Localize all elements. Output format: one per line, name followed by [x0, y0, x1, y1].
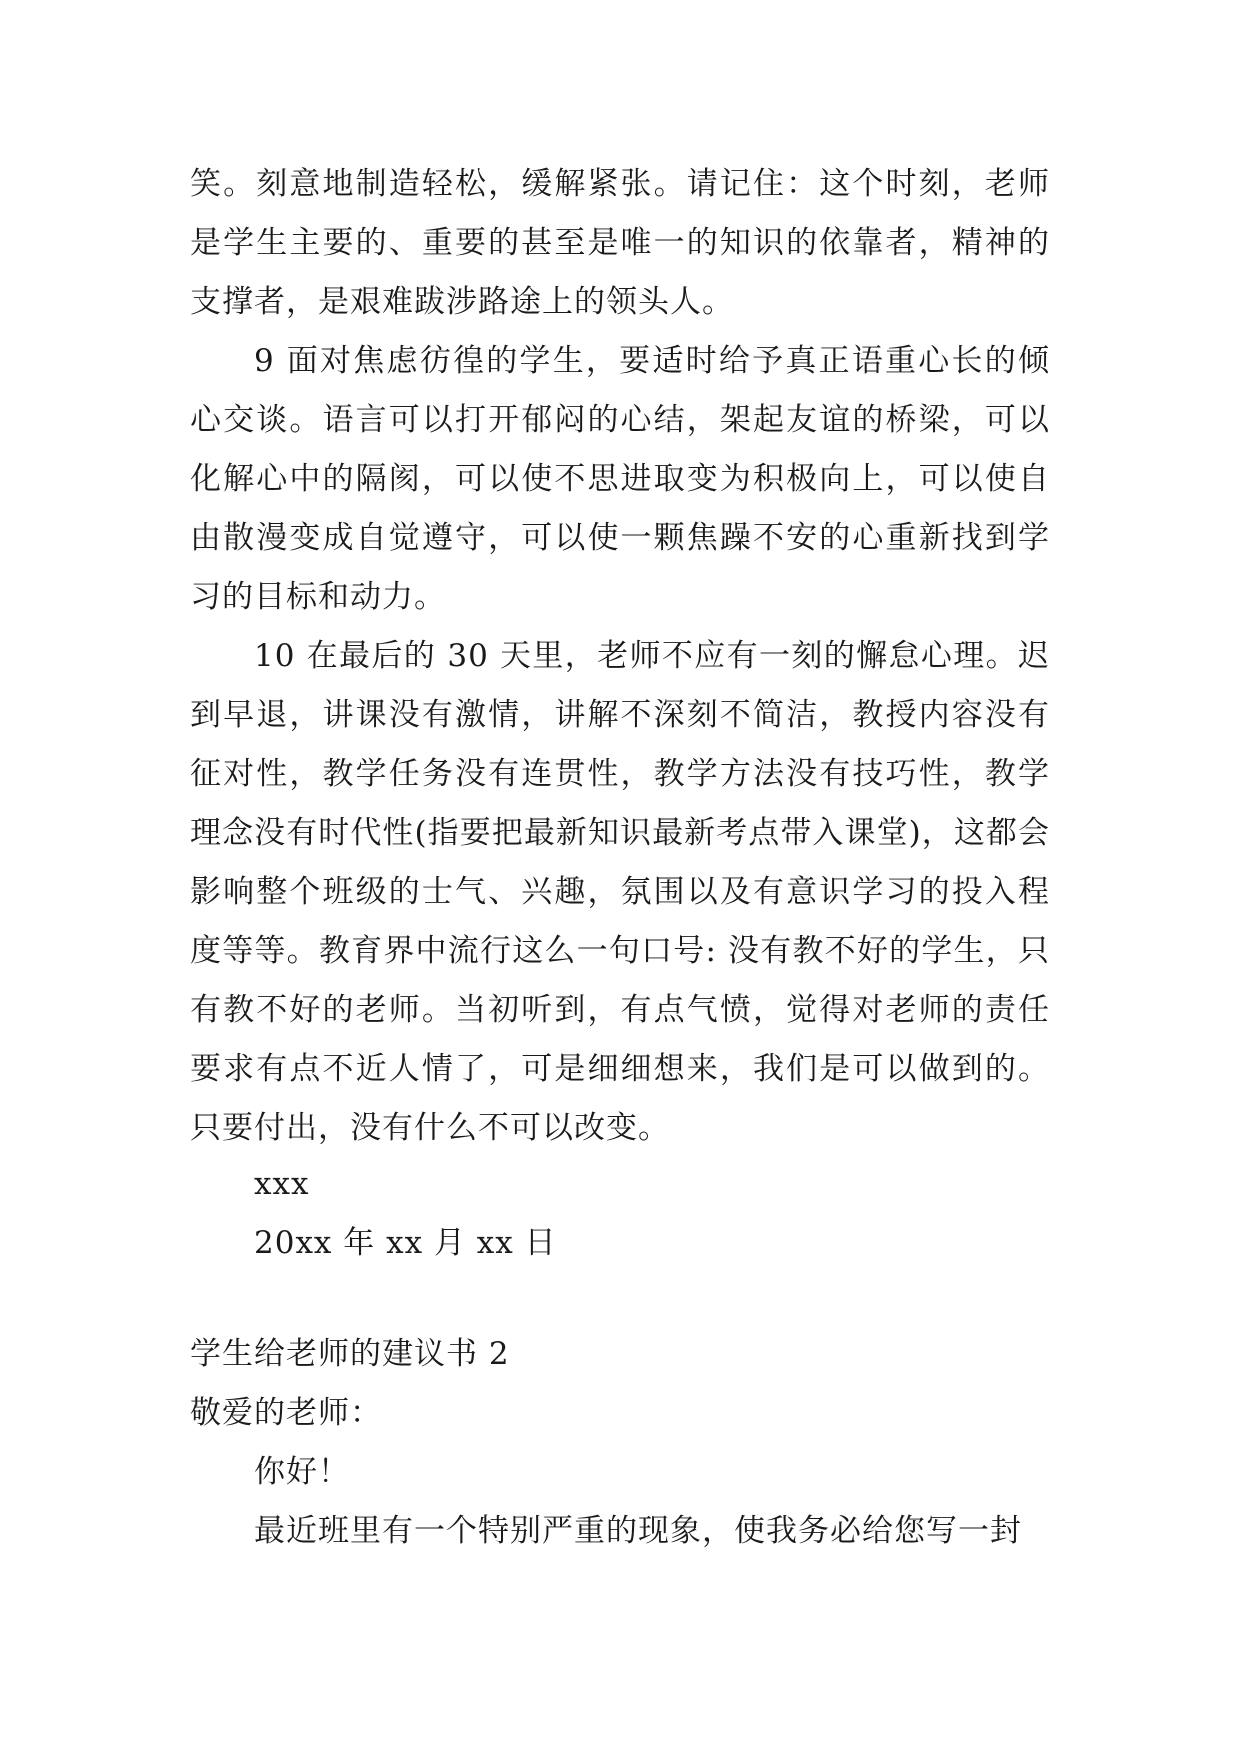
greeting: 你好！	[254, 1454, 350, 1490]
signature-date: 20xx 年 xx 月 xx 日	[254, 1225, 557, 1261]
paragraph-continued: 笑。刻意地制造轻松，缓解紧张。请记住：这个时刻，老师是学生主要的、重要的甚至是唯一的知识的依靠者，精神的支撑者，是艰难跋涉路途上的领头人。	[190, 166, 1050, 320]
section-title: 学生给老师的建议书 2	[190, 1336, 510, 1372]
signature-name: xxx	[254, 1166, 310, 1202]
salutation: 敬爱的老师：	[190, 1395, 382, 1431]
paragraph-10: 10 在最后的 30 天里，老师不应有一刻的懈怠心理。迟到早退，讲课没有激情，讲解不深刻不简洁，教授内容没有征对性，教学任务没有连贯性，教学方法没有技巧性，教学理念没有时代性(指要把最新知识最新考点带入课堂)，这都会影响整个班级的士气、兴趣，氛围以及有意识学习的投入程度等等。教育界中流行这么一句口号: 没有教不好的学生，只有教不好的老师。当初听到，有点气愤，觉得对老师的责任要求有点不近人情了，可是细细想来，我们是可以做到的。只要付出，没有什么不可以改变。	[190, 638, 1050, 1146]
last-paragraph-start: 最近班里有一个特别严重的现象，使我务必给您写一封	[254, 1513, 1022, 1549]
paragraph-9: 9 面对焦虑彷徨的学生，要适时给予真正语重心长的倾心交谈。语言可以打开郁闷的心结，架起友谊的桥梁，可以化解心中的隔阂，可以使不思进取变为积极向上，可以使自由散漫变成自觉遵守，可以使一颗焦躁不安的心重新找到学习的目标和动力。	[190, 343, 1050, 615]
